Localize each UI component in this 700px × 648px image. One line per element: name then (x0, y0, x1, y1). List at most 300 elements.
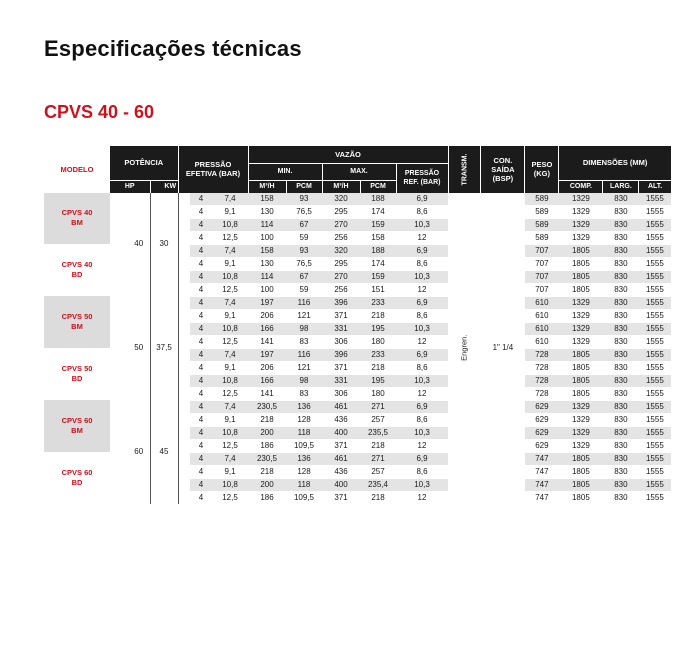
flow-max-pcm: 180 (360, 387, 396, 400)
flow-min-pcm: 76,5 (286, 205, 322, 218)
model-name: CPVS 50 BD (44, 348, 110, 400)
flow-max-m3h: 371 (322, 361, 360, 374)
pressure-count: 4 (190, 426, 212, 439)
flow-min-m3h: 218 (248, 465, 286, 478)
dim-larg: 830 (603, 205, 639, 218)
flow-min-m3h: 114 (248, 270, 286, 283)
header-alt: ALT. (639, 180, 671, 193)
flow-max-pcm: 188 (360, 244, 396, 257)
header-potencia: POTÊNCIA (110, 146, 178, 180)
pressure-count: 4 (190, 413, 212, 426)
dim-larg: 830 (603, 426, 639, 439)
pressure-effective: 12,5 (212, 231, 248, 244)
flow-max-m3h: 306 (322, 387, 360, 400)
pressure-count: 4 (190, 348, 212, 361)
flow-max-m3h: 306 (322, 335, 360, 348)
flow-max-m3h: 331 (322, 322, 360, 335)
dim-alt: 1555 (639, 283, 671, 296)
header-pressao-ref: PRESSÃO REF. (BAR) (396, 163, 448, 193)
spacer (110, 400, 128, 504)
dim-alt: 1555 (639, 413, 671, 426)
pressure-ref: 12 (396, 335, 448, 348)
flow-max-m3h: 436 (322, 465, 360, 478)
table-row (44, 400, 671, 413)
flow-max-pcm: 235,5 (360, 426, 396, 439)
flow-min-m3h: 197 (248, 296, 286, 309)
flow-min-m3h: 206 (248, 309, 286, 322)
flow-min-m3h: 197 (248, 348, 286, 361)
pressure-effective: 9,1 (212, 257, 248, 270)
pressure-ref: 12 (396, 387, 448, 400)
model-name: CPVS 60 BM (44, 400, 110, 452)
flow-min-pcm: 67 (286, 218, 322, 231)
weight: 610 (525, 309, 559, 322)
weight: 589 (525, 193, 559, 206)
flow-min-pcm: 128 (286, 465, 322, 478)
flow-min-pcm: 121 (286, 361, 322, 374)
header-comp: COMP. (559, 180, 603, 193)
dim-comp: 1805 (559, 478, 603, 491)
flow-max-pcm: 271 (360, 400, 396, 413)
weight: 629 (525, 439, 559, 452)
dim-comp: 1329 (559, 322, 603, 335)
flow-min-pcm: 116 (286, 348, 322, 361)
dim-larg: 830 (603, 218, 639, 231)
flow-min-m3h: 230,5 (248, 400, 286, 413)
pressure-count: 4 (190, 387, 212, 400)
weight: 629 (525, 413, 559, 426)
header-min: MIN. (248, 163, 322, 180)
weight: 589 (525, 231, 559, 244)
pressure-ref: 8,6 (396, 257, 448, 270)
dim-larg: 830 (603, 478, 639, 491)
power-kw: 37,5 (150, 296, 178, 400)
weight: 707 (525, 283, 559, 296)
pressure-ref: 6,9 (396, 296, 448, 309)
pressure-count: 4 (190, 218, 212, 231)
pressure-effective: 9,1 (212, 465, 248, 478)
flow-max-pcm: 218 (360, 439, 396, 452)
pressure-effective: 12,5 (212, 439, 248, 452)
header-pcm-max: PCM (360, 180, 396, 193)
header-vazao: VAZÃO (248, 146, 448, 163)
flow-max-pcm: 159 (360, 218, 396, 231)
dim-larg: 830 (603, 491, 639, 504)
flow-min-pcm: 98 (286, 322, 322, 335)
weight: 747 (525, 465, 559, 478)
pressure-ref: 10,3 (396, 270, 448, 283)
flow-min-pcm: 118 (286, 426, 322, 439)
pressure-ref: 12 (396, 231, 448, 244)
dim-larg: 830 (603, 270, 639, 283)
header-transm: TRANSM. (448, 146, 481, 193)
flow-min-pcm: 93 (286, 193, 322, 206)
pressure-count: 4 (190, 193, 212, 206)
dim-comp: 1329 (559, 296, 603, 309)
dim-alt: 1555 (639, 465, 671, 478)
flow-min-m3h: 100 (248, 283, 286, 296)
flow-max-m3h: 396 (322, 296, 360, 309)
flow-min-pcm: 67 (286, 270, 322, 283)
header-m3h-min: M³/H (248, 180, 286, 193)
pressure-effective: 10,8 (212, 374, 248, 387)
flow-min-pcm: 93 (286, 244, 322, 257)
flow-max-pcm: 218 (360, 309, 396, 322)
weight: 629 (525, 400, 559, 413)
dim-comp: 1329 (559, 205, 603, 218)
dim-comp: 1805 (559, 387, 603, 400)
power-hp: 60 (128, 400, 150, 504)
flow-max-m3h: 400 (322, 426, 360, 439)
pressure-count: 4 (190, 322, 212, 335)
dim-larg: 830 (603, 413, 639, 426)
flow-min-m3h: 130 (248, 205, 286, 218)
pressure-ref: 6,9 (396, 452, 448, 465)
pressure-count: 4 (190, 283, 212, 296)
flow-min-m3h: 200 (248, 478, 286, 491)
weight: 610 (525, 322, 559, 335)
dim-alt: 1555 (639, 322, 671, 335)
pressure-ref: 10,3 (396, 322, 448, 335)
header-hp: HP (110, 180, 150, 193)
spacer (178, 193, 190, 297)
dim-larg: 830 (603, 387, 639, 400)
pressure-effective: 7,4 (212, 400, 248, 413)
dim-alt: 1555 (639, 205, 671, 218)
flow-max-pcm: 218 (360, 361, 396, 374)
header-larg: LARG. (603, 180, 639, 193)
pressure-effective: 9,1 (212, 205, 248, 218)
dim-alt: 1555 (639, 452, 671, 465)
power-hp: 50 (128, 296, 150, 400)
dim-larg: 830 (603, 374, 639, 387)
dim-comp: 1329 (559, 426, 603, 439)
pressure-effective: 10,8 (212, 478, 248, 491)
dim-comp: 1805 (559, 452, 603, 465)
dim-comp: 1805 (559, 257, 603, 270)
dim-alt: 1555 (639, 361, 671, 374)
pressure-count: 4 (190, 478, 212, 491)
pressure-ref: 6,9 (396, 400, 448, 413)
model-name: CPVS 40 BM (44, 193, 110, 245)
dim-alt: 1555 (639, 348, 671, 361)
pressure-count: 4 (190, 335, 212, 348)
pressure-count: 4 (190, 491, 212, 504)
flow-min-pcm: 109,5 (286, 439, 322, 452)
flow-min-m3h: 141 (248, 387, 286, 400)
flow-max-pcm: 233 (360, 348, 396, 361)
flow-min-m3h: 186 (248, 491, 286, 504)
dim-comp: 1805 (559, 348, 603, 361)
flow-min-pcm: 136 (286, 400, 322, 413)
dim-larg: 830 (603, 322, 639, 335)
flow-max-m3h: 436 (322, 413, 360, 426)
pressure-ref: 8,6 (396, 205, 448, 218)
dim-alt: 1555 (639, 400, 671, 413)
flow-max-m3h: 331 (322, 374, 360, 387)
flow-min-pcm: 83 (286, 387, 322, 400)
header-kw: KW (150, 180, 190, 193)
dim-comp: 1329 (559, 400, 603, 413)
pressure-effective: 7,4 (212, 193, 248, 206)
weight: 707 (525, 244, 559, 257)
flow-min-m3h: 186 (248, 439, 286, 452)
weight: 707 (525, 270, 559, 283)
flow-max-m3h: 371 (322, 439, 360, 452)
dim-alt: 1555 (639, 244, 671, 257)
pressure-ref: 8,6 (396, 361, 448, 374)
flow-max-pcm: 188 (360, 193, 396, 206)
flow-max-m3h: 461 (322, 452, 360, 465)
weight: 728 (525, 374, 559, 387)
spacer (110, 296, 128, 400)
flow-max-m3h: 371 (322, 491, 360, 504)
flow-min-m3h: 206 (248, 361, 286, 374)
weight: 610 (525, 296, 559, 309)
flow-min-m3h: 158 (248, 244, 286, 257)
dim-comp: 1329 (559, 193, 603, 206)
flow-max-m3h: 295 (322, 257, 360, 270)
dim-comp: 1805 (559, 283, 603, 296)
pressure-count: 4 (190, 244, 212, 257)
dim-comp: 1329 (559, 413, 603, 426)
pressure-count: 4 (190, 374, 212, 387)
transmission: Engren. (448, 193, 481, 505)
flow-min-pcm: 98 (286, 374, 322, 387)
dim-larg: 830 (603, 296, 639, 309)
dim-alt: 1555 (639, 193, 671, 206)
pressure-effective: 7,4 (212, 348, 248, 361)
section-title: CPVS 40 - 60 (44, 102, 155, 122)
dim-comp: 1805 (559, 361, 603, 374)
dim-alt: 1555 (639, 218, 671, 231)
pressure-ref: 6,9 (396, 244, 448, 257)
pressure-count: 4 (190, 296, 212, 309)
dim-larg: 830 (603, 400, 639, 413)
flow-min-pcm: 59 (286, 283, 322, 296)
flow-max-pcm: 174 (360, 205, 396, 218)
pressure-effective: 9,1 (212, 309, 248, 322)
dim-larg: 830 (603, 309, 639, 322)
dim-comp: 1329 (559, 439, 603, 452)
header-pcm-min: PCM (286, 180, 322, 193)
flow-max-m3h: 256 (322, 283, 360, 296)
power-kw: 45 (150, 400, 178, 504)
flow-min-pcm: 76,5 (286, 257, 322, 270)
flow-min-pcm: 83 (286, 335, 322, 348)
dim-comp: 1329 (559, 335, 603, 348)
pressure-effective: 10,8 (212, 270, 248, 283)
power-hp: 40 (128, 193, 150, 297)
pressure-ref: 12 (396, 491, 448, 504)
dim-larg: 830 (603, 465, 639, 478)
flow-max-pcm: 174 (360, 257, 396, 270)
spacer (178, 296, 190, 400)
pressure-effective: 7,4 (212, 244, 248, 257)
pressure-ref: 6,9 (396, 348, 448, 361)
pressure-count: 4 (190, 205, 212, 218)
flow-max-pcm: 233 (360, 296, 396, 309)
table-row (44, 296, 671, 309)
flow-min-pcm: 116 (286, 296, 322, 309)
flow-max-m3h: 400 (322, 478, 360, 491)
power-kw: 30 (150, 193, 178, 297)
page-title: Especificações técnicas (44, 36, 302, 61)
flow-min-pcm: 109,5 (286, 491, 322, 504)
header-max: MAX. (322, 163, 396, 180)
flow-max-m3h: 295 (322, 205, 360, 218)
header-m3h-max: M³/H (322, 180, 360, 193)
model-name: CPVS 40 BD (44, 244, 110, 296)
flow-min-pcm: 128 (286, 413, 322, 426)
dim-alt: 1555 (639, 309, 671, 322)
dim-larg: 830 (603, 452, 639, 465)
outlet-connection: 1" 1/4 (481, 193, 525, 505)
pressure-effective: 12,5 (212, 491, 248, 504)
dim-comp: 1329 (559, 231, 603, 244)
dim-comp: 1805 (559, 270, 603, 283)
flow-min-pcm: 121 (286, 309, 322, 322)
flow-min-m3h: 218 (248, 413, 286, 426)
weight: 707 (525, 257, 559, 270)
header-modelo: MODELO (44, 146, 110, 193)
pressure-ref: 6,9 (396, 193, 448, 206)
flow-min-m3h: 166 (248, 374, 286, 387)
pressure-ref: 10,3 (396, 478, 448, 491)
dim-comp: 1805 (559, 465, 603, 478)
pressure-count: 4 (190, 270, 212, 283)
flow-max-m3h: 256 (322, 231, 360, 244)
dim-comp: 1805 (559, 244, 603, 257)
pressure-effective: 10,8 (212, 218, 248, 231)
pressure-effective: 9,1 (212, 361, 248, 374)
spacer (110, 193, 128, 297)
spacer (178, 400, 190, 504)
pressure-ref: 12 (396, 283, 448, 296)
pressure-effective: 10,8 (212, 322, 248, 335)
flow-min-m3h: 166 (248, 322, 286, 335)
dim-alt: 1555 (639, 478, 671, 491)
dim-larg: 830 (603, 283, 639, 296)
flow-max-pcm: 218 (360, 491, 396, 504)
pressure-count: 4 (190, 439, 212, 452)
weight: 747 (525, 452, 559, 465)
pressure-ref: 10,3 (396, 426, 448, 439)
dim-larg: 830 (603, 257, 639, 270)
dim-larg: 830 (603, 244, 639, 257)
flow-max-m3h: 371 (322, 309, 360, 322)
flow-max-pcm: 159 (360, 270, 396, 283)
specifications-table (44, 146, 671, 505)
flow-min-m3h: 100 (248, 231, 286, 244)
weight: 747 (525, 491, 559, 504)
dim-alt: 1555 (639, 270, 671, 283)
pressure-count: 4 (190, 361, 212, 374)
dim-larg: 830 (603, 231, 639, 244)
weight: 629 (525, 426, 559, 439)
pressure-count: 4 (190, 465, 212, 478)
flow-min-m3h: 158 (248, 193, 286, 206)
weight: 728 (525, 361, 559, 374)
weight: 728 (525, 348, 559, 361)
dim-alt: 1555 (639, 439, 671, 452)
model-name: CPVS 60 BD (44, 452, 110, 504)
pressure-ref: 10,3 (396, 374, 448, 387)
header-dimensoes: DIMENSÕES (MM) (559, 146, 671, 180)
flow-min-pcm: 59 (286, 231, 322, 244)
flow-max-pcm: 235,4 (360, 478, 396, 491)
weight: 610 (525, 335, 559, 348)
pressure-effective: 10,8 (212, 426, 248, 439)
table-row (44, 193, 671, 206)
dim-alt: 1555 (639, 231, 671, 244)
pressure-ref: 8,6 (396, 309, 448, 322)
pressure-effective: 12,5 (212, 283, 248, 296)
flow-max-m3h: 270 (322, 270, 360, 283)
pressure-ref: 8,6 (396, 465, 448, 478)
dim-comp: 1805 (559, 491, 603, 504)
flow-max-m3h: 396 (322, 348, 360, 361)
dim-alt: 1555 (639, 374, 671, 387)
pressure-effective: 12,5 (212, 335, 248, 348)
pressure-ref: 10,3 (396, 218, 448, 231)
weight: 747 (525, 478, 559, 491)
weight: 589 (525, 218, 559, 231)
pressure-count: 4 (190, 257, 212, 270)
model-name: CPVS 50 BM (44, 296, 110, 348)
dim-alt: 1555 (639, 387, 671, 400)
header-peso: PESO (KG) (525, 146, 559, 193)
flow-max-pcm: 257 (360, 413, 396, 426)
flow-max-pcm: 257 (360, 465, 396, 478)
pressure-count: 4 (190, 231, 212, 244)
flow-min-m3h: 200 (248, 426, 286, 439)
weight: 728 (525, 387, 559, 400)
pressure-ref: 8,6 (396, 413, 448, 426)
dim-alt: 1555 (639, 335, 671, 348)
flow-min-pcm: 118 (286, 478, 322, 491)
dim-comp: 1329 (559, 309, 603, 322)
dim-larg: 830 (603, 361, 639, 374)
flow-max-pcm: 195 (360, 322, 396, 335)
flow-max-pcm: 195 (360, 374, 396, 387)
flow-max-pcm: 151 (360, 283, 396, 296)
flow-min-pcm: 136 (286, 452, 322, 465)
pressure-ref: 12 (396, 439, 448, 452)
header-pressao-efetiva: PRESSÃO EFETIVA (BAR) (178, 146, 248, 193)
pressure-effective: 7,4 (212, 452, 248, 465)
header-con-saida: CON. SAÍDA (BSP) (481, 146, 525, 193)
pressure-count: 4 (190, 400, 212, 413)
flow-max-pcm: 271 (360, 452, 396, 465)
flow-max-m3h: 270 (322, 218, 360, 231)
dim-larg: 830 (603, 348, 639, 361)
flow-max-m3h: 320 (322, 244, 360, 257)
pressure-effective: 7,4 (212, 296, 248, 309)
dim-alt: 1555 (639, 426, 671, 439)
dim-comp: 1329 (559, 218, 603, 231)
flow-max-pcm: 180 (360, 335, 396, 348)
dim-comp: 1805 (559, 374, 603, 387)
pressure-effective: 9,1 (212, 413, 248, 426)
dim-larg: 830 (603, 335, 639, 348)
flow-min-m3h: 114 (248, 218, 286, 231)
flow-min-m3h: 141 (248, 335, 286, 348)
dim-larg: 830 (603, 193, 639, 206)
dim-alt: 1555 (639, 296, 671, 309)
dim-alt: 1555 (639, 257, 671, 270)
flow-max-pcm: 158 (360, 231, 396, 244)
